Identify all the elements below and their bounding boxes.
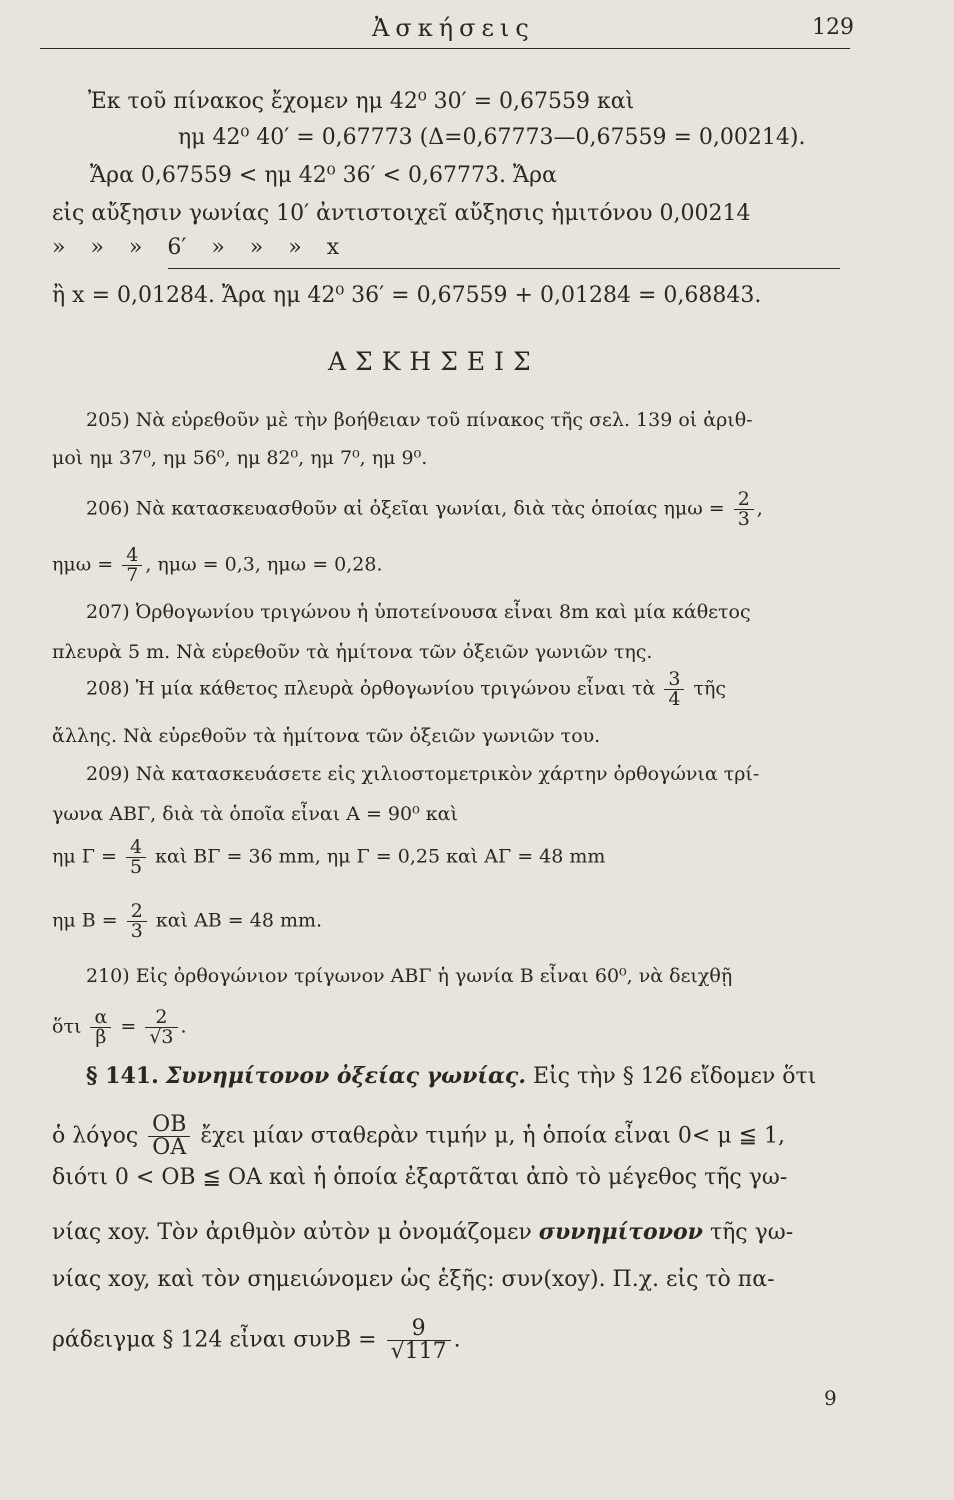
fraction-4-7: $\frac{4}{7}$ xyxy=(122,546,142,585)
section-title: ΑΣΚΗΣΕΙΣ xyxy=(328,347,540,376)
fraction-2-sqrt3: $\frac{2}{√3}$ xyxy=(145,1008,177,1047)
section-141-line-4: νίας xoy. Τὸν ἀριθμὸν αὐτὸν μ ὀνομάζομεν συνημίτονον τῆς γω- xyxy=(52,1219,794,1245)
exercise-209-line-4: ημ Β = $\frac{2}{3}$ καὶ ΑΒ = 48 mm. xyxy=(52,900,323,942)
header-rule xyxy=(40,48,850,49)
fraction-ob-oa: $\frac{OB}{OA}$ xyxy=(148,1114,190,1159)
exercise-207-line-2: πλευρὰ 5 m. Νὰ εὑρεθοῦν τὰ ἡμίτονα τῶν ὀξειῶν γωνιῶν της. xyxy=(52,641,653,663)
fraction-2-3: $\frac{2}{3}$ xyxy=(734,490,754,529)
exercise-207-line-1: 207) Ὀρθογωνίου τριγώνου ἡ ὑποτείνουσα εἶναι 8m καὶ μία κάθετος xyxy=(86,601,751,623)
exercise-206-line-2: ημω = $\frac{4}{7}$ , ημω = 0,3, ημω = 0,28. xyxy=(52,544,383,586)
intro-line-6: ἢ x = 0,01284. Ἄρα ημ 42⁰ 36′ = 0,67559 + 0,01284 = 0,68843. xyxy=(52,283,762,308)
signature-mark: 9 xyxy=(824,1386,837,1410)
section-141-line-1: § 141. Συνημίτονον ὀξείας γωνίας. Εἰς τὴν § 126 εἴδομεν ὅτι xyxy=(86,1063,817,1089)
page-number: 129 xyxy=(812,15,854,40)
intro-line-3: Ἄρα 0,67559 < ημ 42⁰ 36′ < 0,67773. Ἄρα xyxy=(90,163,557,188)
exercise-209-line-3: ημ Γ = $\frac{4}{5}$ καὶ ΒΓ = 36 mm, ημ Γ = 0,25 καὶ ΑΓ = 48 mm xyxy=(52,836,606,878)
running-title: Ἀσκήσεις xyxy=(372,14,535,42)
fraction-2-3b: $\frac{2}{3}$ xyxy=(127,902,147,941)
exercise-205-line-1: 205) Νὰ εὑρεθοῦν μὲ τὴν βοήθειαν τοῦ πίνακος τῆς σελ. 139 οἱ ἀριθ- xyxy=(86,409,753,431)
intro-line-5: » » » 6′ » » » x xyxy=(52,235,340,260)
fraction-4-5: $\frac{4}{5}$ xyxy=(126,838,146,877)
exercise-208-line-1: 208) Ἡ μία κάθετος πλευρὰ ὀρθογωνίου τριγώνου εἶναι τὰ $\frac{3}{4}$ τῆς xyxy=(86,668,727,710)
intro-rule xyxy=(168,268,840,269)
section-141-line-2: ὁ λόγος $\frac{OB}{OA}$ ἔχει μίαν σταθερὰν τιμήν μ, ἡ ὁποία εἶναι 0< μ ≦ 1, xyxy=(52,1112,786,1160)
intro-line-1: Ἐκ τοῦ πίνακος ἔχομεν ημ 42⁰ 30′ = 0,67559 καὶ xyxy=(88,89,635,114)
fraction-9-sqrt117: $\frac{9}{√117}$ xyxy=(387,1318,451,1363)
exercise-206-line-1: 206) Νὰ κατασκευασθοῦν αἱ ὀξεῖαι γωνίαι, διὰ τὰς ὁποίας ημω = $\frac{2}{3}$ , xyxy=(86,488,763,530)
section-141-line-6: ράδειγμα § 124 εἶναι συνΒ = $\frac{9}{√117}$ . xyxy=(52,1316,461,1364)
fraction-3-4: $\frac{3}{4}$ xyxy=(664,670,684,709)
exercise-208-line-2: ἄλλης. Νὰ εὑρεθοῦν τὰ ἡμίτονα τῶν ὀξειῶν γωνιῶν του. xyxy=(52,725,601,747)
section-141-line-3: διότι 0 < ΟΒ ≦ ΟΑ καὶ ἡ ὁποία ἐξαρτᾶται ἀπὸ τὸ μέγεθος τῆς γω- xyxy=(52,1165,788,1190)
term-synimitonon: συνημίτονον xyxy=(538,1219,703,1245)
section-141-title: Συνημίτονον ὀξείας γωνίας. xyxy=(165,1063,526,1089)
exercise-205-line-2: μοὶ ημ 37⁰, ημ 56⁰, ημ 82⁰, ημ 7⁰, ημ 9⁰. xyxy=(52,447,428,469)
fraction-alpha-beta: $\frac{\alpha}{\beta}$ xyxy=(90,1008,111,1047)
exercise-209-line-2: γωνα ΑΒΓ, διὰ τὰ ὁποῖα εἶναι Α = 90⁰ καὶ xyxy=(52,803,458,825)
section-141-line-5: νίας xoy, καὶ τὸν σημειώνομεν ὡς ἑξῆς: συν(xoy). Π.χ. εἰς τὸ πα- xyxy=(52,1267,775,1292)
intro-line-2: ημ 42⁰ 40′ = 0,67773 (Δ=0,67773—0,67559 = 0,00214). xyxy=(178,125,806,150)
exercise-210-line-1: 210) Εἰς ὀρθογώνιον τρίγωνον ΑΒΓ ἡ γωνία Β εἶναι 60⁰, νὰ δειχθῇ xyxy=(86,965,733,987)
exercise-209-line-1: 209) Νὰ κατασκευάσετε εἰς χιλιοστομετρικὸν χάρτην ὀρθογώνια τρί- xyxy=(86,763,760,785)
intro-line-4: εἰς αὔξησιν γωνίας 10′ ἀντιστοιχεῖ αὔξησις ἡμιτόνου 0,00214 xyxy=(52,201,751,226)
exercise-210-line-2: ὅτι $\frac{\alpha}{\beta}$ = $\frac{2}{√3}$ . xyxy=(52,1006,187,1048)
